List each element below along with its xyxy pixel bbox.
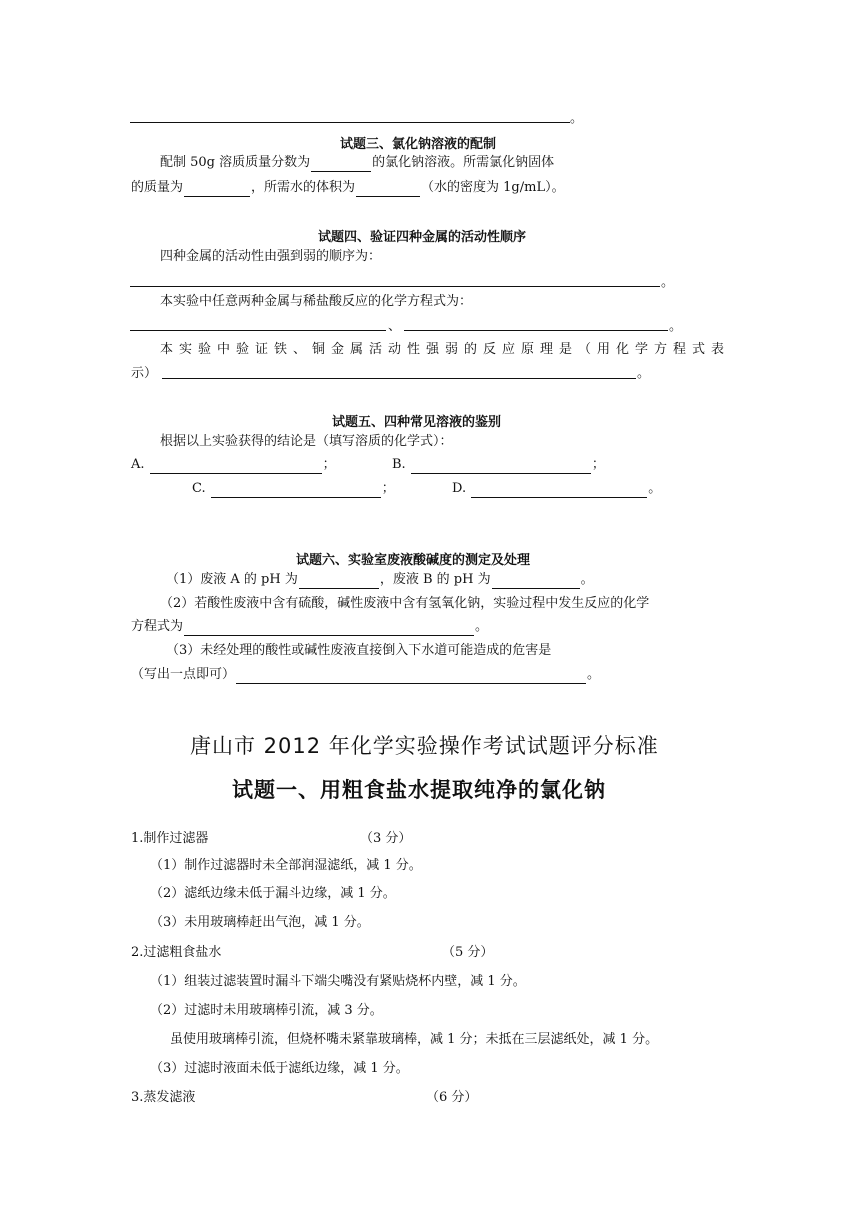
answer-a: [131, 456, 336, 474]
text-fragment: 。: [587, 667, 601, 682]
item-text: 2.过滤粗食盐水: [131, 945, 222, 960]
scoring-item: 虽使用玻璃棒引流，但烧杯嘴未紧靠玻璃棒，减 1 分；未抵在三层滤纸处，减 1 分。: [170, 1032, 659, 1047]
question-text: 根据以上实验获得的结论是（填写溶质的化学式）：: [160, 434, 453, 449]
item-score: （6 分）: [426, 1090, 478, 1105]
text-fragment: ；: [381, 481, 395, 496]
question-text: [131, 666, 600, 684]
scoring-item: （3）未用玻璃棒赶出气泡，减 1 分。: [150, 915, 370, 930]
answer-d: [452, 480, 661, 498]
item-score: （3 分）: [360, 831, 412, 846]
text-fragment: 的质量为: [131, 180, 184, 195]
page-title: 唐山市 2012 年化学实验操作考试试题评分标准: [190, 734, 659, 758]
end-mark: 。: [669, 319, 683, 334]
scoring-item: （2）滤纸边缘未低于漏斗边缘，减 1 分。: [150, 886, 396, 901]
option-label: A.: [131, 457, 145, 472]
answer-blank: [184, 621, 474, 636]
end-mark: 。: [637, 366, 651, 381]
scoring-item: （1）制作过滤器时未全部润湿滤纸，减 1 分。: [150, 858, 422, 873]
end-mark: 。: [661, 275, 675, 290]
answer-blank: [311, 157, 371, 172]
text-fragment: ；: [591, 457, 605, 472]
separator: 、: [388, 319, 402, 334]
question-text: （3）未经处理的酸性或碱性废液直接倒入下水道可能造成的危害是: [166, 643, 552, 658]
scoring-item: （2）过滤时未用玻璃棒引流，减 3 分。: [150, 1003, 383, 1018]
text-fragment: 。: [648, 481, 662, 496]
page-subtitle: 试题一、用粗食盐水提取纯净的氯化钠: [232, 778, 606, 802]
answer-blank: [411, 459, 591, 474]
question-text: [131, 618, 488, 636]
answer-line: [130, 122, 570, 123]
question-text: （2）若酸性废液中含有硫酸，碱性废液中含有氢氧化钠，实验过程中发生反应的化学: [160, 596, 650, 611]
section-title: 试题四、验证四种金属的活动性顺序: [318, 230, 527, 245]
scoring-item: （1）组装过滤装置时漏斗下端尖嘴没有紧贴烧杯内壁，减 1 分。: [150, 974, 526, 989]
question-text: [166, 571, 594, 589]
text-fragment: 配制 50g 溶质质量分数为: [160, 155, 311, 170]
text-fragment: （写出一点即可）: [131, 667, 236, 682]
scoring-item: [131, 1089, 195, 1107]
item-text: 3.蒸发滤液: [131, 1090, 196, 1105]
answer-blank: [471, 483, 647, 498]
answer-c: [192, 480, 395, 498]
text-fragment: 。: [580, 572, 594, 587]
answer-b: [392, 456, 605, 474]
text-fragment: （水的密度为 1g/mL）。: [421, 180, 565, 195]
question-text: 四种金属的活动性由强到弱的顺序为：: [160, 249, 382, 264]
option-label: D.: [452, 481, 467, 496]
end-mark: 。: [570, 111, 584, 126]
answer-blank: [299, 574, 379, 589]
option-label: B.: [392, 457, 406, 472]
answer-blank: [211, 483, 381, 498]
text-fragment: （1）废液 A 的 pH 为: [166, 572, 298, 587]
question-text: 示）: [131, 366, 158, 381]
question-text: [160, 154, 554, 172]
text-fragment: 方程式为: [131, 619, 184, 634]
question-text: 本实验中验证铁、铜金属活动性强弱的反应原理是（用化学方程式表: [160, 342, 731, 357]
question-text: 本实验中任意两种金属与稀盐酸反应的化学方程式为：: [160, 294, 473, 309]
text-fragment: ，废液 B 的 pH 为: [379, 572, 491, 587]
text-fragment: 。: [475, 619, 489, 634]
question-text: [131, 179, 565, 197]
text-fragment: 的氯化钠溶液。所需氯化钠固体: [372, 155, 555, 170]
answer-line: [404, 330, 668, 331]
text-fragment: ；: [322, 457, 336, 472]
item-text: 1.制作过滤器: [131, 831, 209, 846]
answer-line: [162, 378, 636, 379]
section-title: 试题三、氯化钠溶液的配制: [340, 137, 497, 152]
answer-line: [130, 286, 660, 287]
answer-blank: [184, 182, 250, 197]
scoring-item: [131, 944, 221, 962]
section-title: 试题六、实验室废液酸碱度的测定及处理: [296, 553, 531, 568]
option-label: C.: [192, 481, 206, 496]
section-title: 试题五、四种常见溶液的鉴别: [332, 415, 502, 430]
scoring-item: （3）过滤时液面未低于滤纸边缘，减 1 分。: [150, 1061, 409, 1076]
answer-blank: [356, 182, 420, 197]
answer-blank: [236, 669, 586, 684]
answer-blank: [492, 574, 580, 589]
answer-blank: [150, 459, 322, 474]
text-fragment: ，所需水的体积为: [251, 180, 356, 195]
item-score: （5 分）: [442, 945, 494, 960]
scoring-item: [131, 830, 208, 848]
answer-line: [130, 330, 386, 331]
